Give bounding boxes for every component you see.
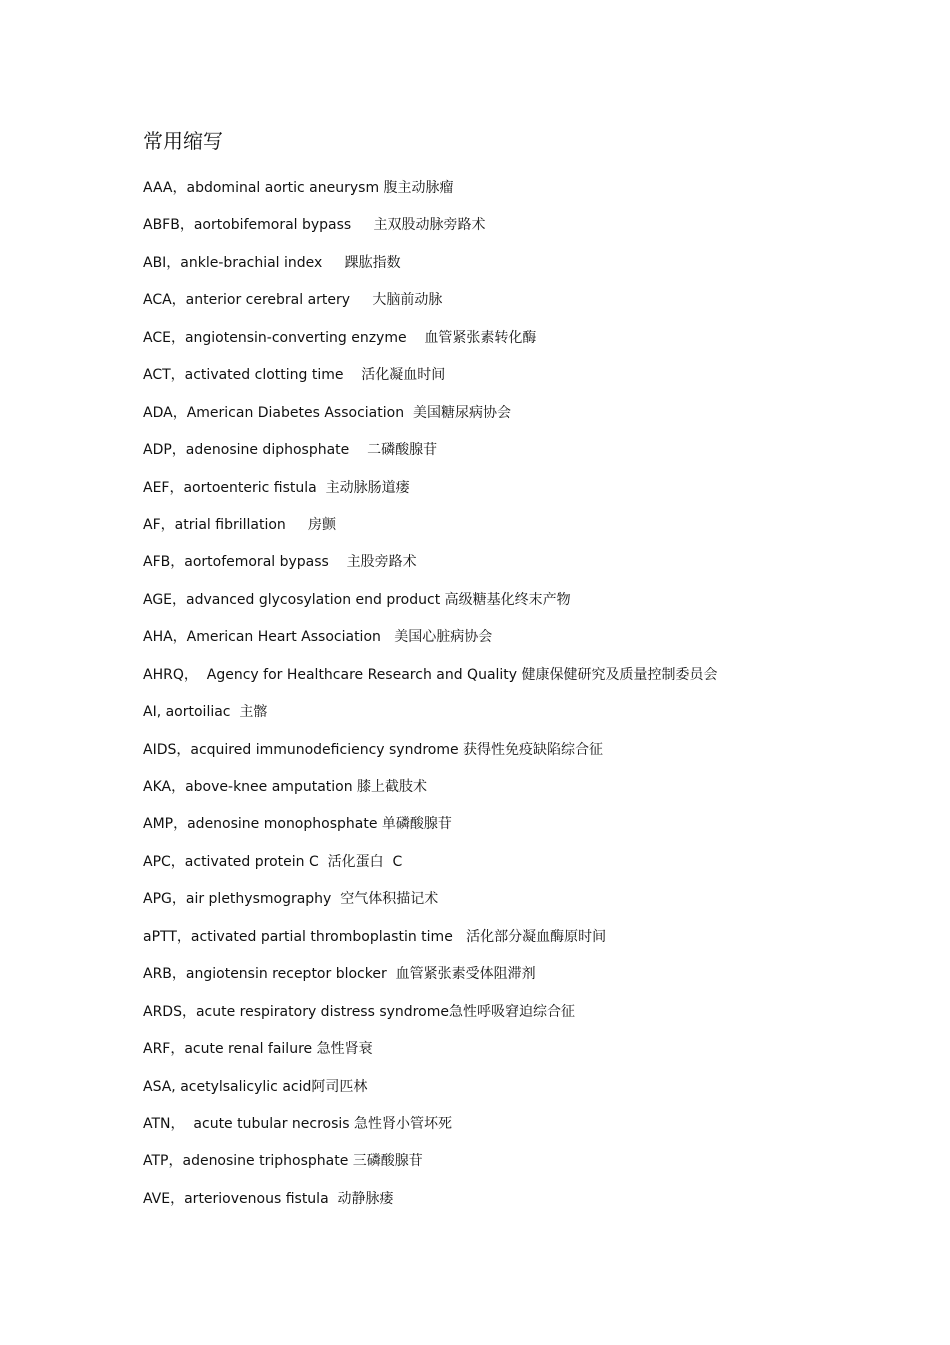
abbreviation-entry: ARF，acute renal failure 急性肾衰	[143, 1041, 373, 1058]
abbreviation-entry: ABFB，aortobifemoral bypass 主双股动脉旁路术	[143, 217, 486, 234]
abbreviation-entry: ACA，anterior cerebral artery 大脑前动脉	[143, 292, 443, 309]
abbreviation-entry: ADA，American Diabetes Association 美国糖尿病协会	[143, 404, 511, 421]
abbreviation-entry: AGE，advanced glycosylation end product 高级糖基化终末产物	[143, 591, 571, 608]
abbreviation-entry: ABI，ankle-brachial index 踝肱指数	[143, 254, 401, 271]
abbreviation-entry: APG，air plethysmography 空气体积描记术	[143, 891, 439, 908]
abbreviation-entry: APC，activated protein C 活化蛋白 C	[143, 853, 403, 870]
abbreviation-list	[143, 176, 903, 1224]
abbreviation-entry: ACE，angiotensin-converting enzyme 血管紧张素转化酶	[143, 329, 537, 346]
abbreviation-entry: AFB，aortofemoral bypass 主股旁路术	[143, 554, 417, 571]
abbreviation-entry: ARB，angiotensin receptor blocker 血管紧张素受体阻滞剂	[143, 966, 536, 983]
page-title: 常用缩写	[143, 129, 223, 153]
abbreviation-entry: ATN， acute tubular necrosis 急性肾小管坏死	[143, 1115, 453, 1132]
abbreviation-entry: AVE，arteriovenous fistula 动静脉瘘	[143, 1190, 394, 1207]
abbreviation-entry: AKA，above-knee amputation 膝上截肢术	[143, 779, 428, 795]
abbreviation-entry: AMP，adenosine monophosphate 单磷酸腺苷	[143, 816, 452, 833]
abbreviation-entry: AHA，American Heart Association 美国心脏病协会	[143, 629, 493, 646]
abbreviation-entry: AI, aortoiliac 主髂	[143, 704, 268, 721]
abbreviation-entry: ATP，adenosine triphosphate 三磷酸腺苷	[143, 1153, 423, 1170]
abbreviation-entry: AF，atrial fibrillation 房颤	[143, 516, 337, 533]
abbreviation-entry: ARDS，acute respiratory distress syndrome急性呼吸窘迫综合征	[143, 1003, 575, 1020]
abbreviation-entry: AHRQ， Agency for Healthcare Research and Quality 健康保健研究及质量控制委员会	[143, 666, 718, 683]
abbreviation-entry: aPTT，activated partial thromboplastin time 活化部分凝血酶原时间	[143, 928, 607, 945]
abbreviation-entry: ACT，activated clotting time 活化凝血时间	[143, 367, 446, 384]
abbreviation-entry: ADP，adenosine diphosphate 二磷酸腺苷	[143, 442, 438, 459]
abbreviation-entry: AIDS，acquired immunodeficiency syndrome 获得性免疫缺陷综合征	[143, 741, 604, 758]
abbreviation-entry: ASA, acetylsalicylic acid阿司匹林	[143, 1078, 368, 1095]
abbreviation-entry: AAA，abdominal aortic aneurysm 腹主动脉瘤	[143, 180, 454, 196]
abbreviation-entry: AEF，aortoenteric fistula 主动脉肠道瘘	[143, 479, 410, 496]
